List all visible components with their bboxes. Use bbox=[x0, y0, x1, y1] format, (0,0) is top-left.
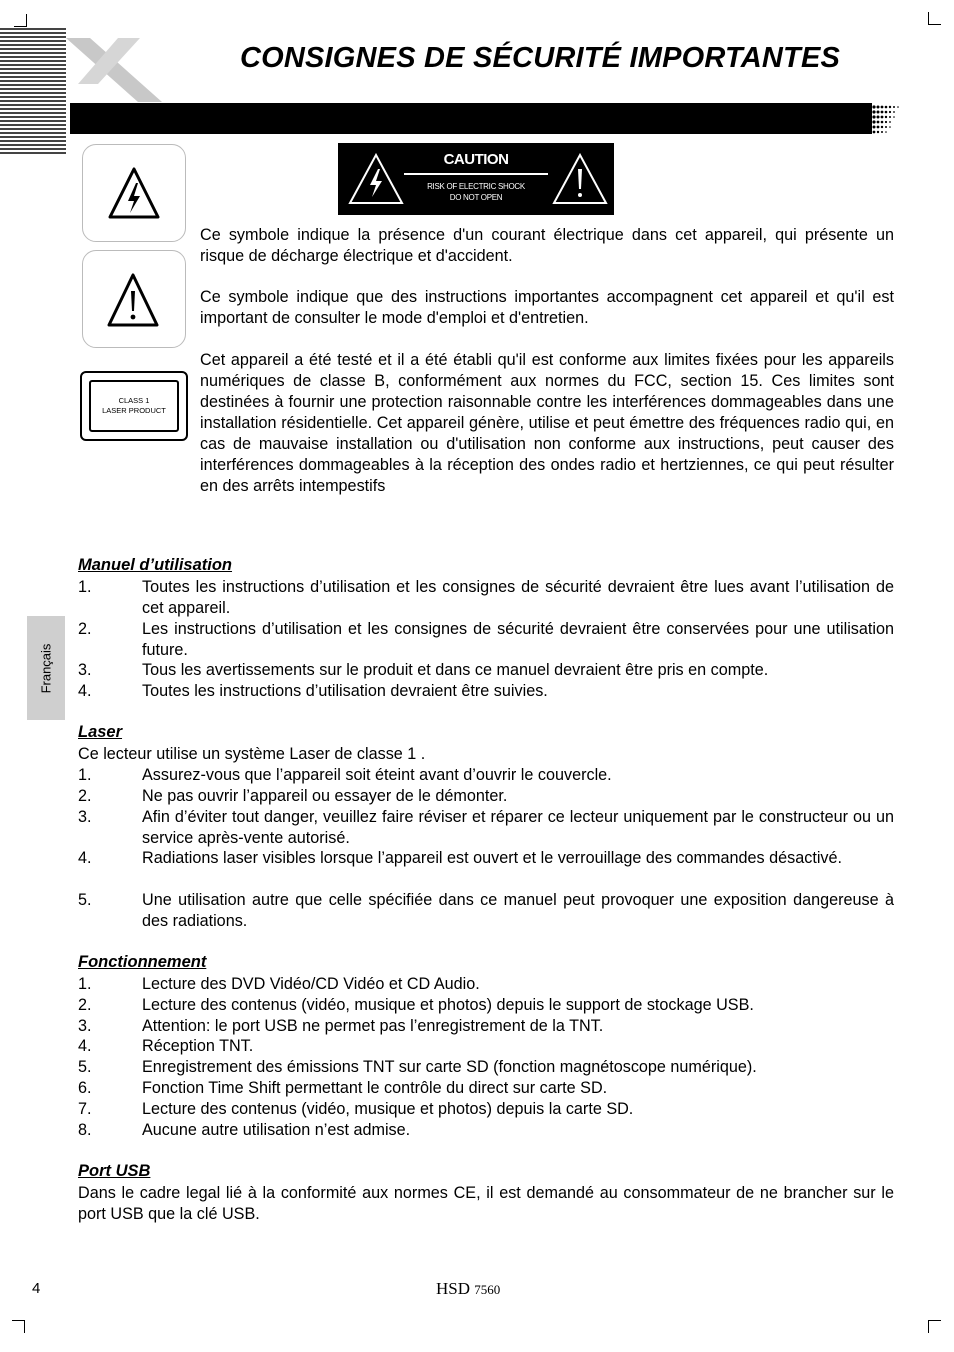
list-item: 2. Les instructions d’utilisation et les consignes de sécurité devraient être conservées pour une utilisation future. bbox=[78, 620, 894, 659]
warning-symbol bbox=[82, 250, 186, 348]
list-item: 3. Afin d’éviter tout danger, veuillez faire réviser et réparer ce lecteur uniquement par le constructeur ou un service après-vente autorisé. bbox=[78, 808, 894, 847]
list-item: 7. Lecture des contenus (vidéo, musique et photos) depuis la carte SD. bbox=[78, 1100, 634, 1118]
crop-mark-top-right bbox=[928, 12, 941, 25]
list-item: 2. Lecture des contenus (vidéo, musique et photos) depuis le support de stockage USB. bbox=[78, 996, 754, 1014]
laser-label-product: LASER PRODUCT bbox=[102, 406, 166, 415]
crop-mark-bottom-right bbox=[928, 1320, 941, 1333]
fcc-compliance-text: Cet appareil a été testé et il a été établi qu'il est conforme aux limites fixées pour les appareils numériques de classe B, conformément aux normes du FCC, section 15. Ces limites sont destinées à fournir une protection raisonnable contre les interférences dommageables dans une installation résidentielle. Cet appareil génère, utilise et peut émettre des fréquences radio qui, en cas de mauvaise installation ou d'utilisation non conforme aux instructions, peut causer des interférences dommageables à la réception des ondes radio et hertziennes, ce qui peut résulter en des arrêts intempestifs bbox=[200, 351, 894, 495]
laser-intro: Ce lecteur utilise un système Laser de classe 1 . bbox=[78, 745, 426, 763]
x-logo-icon bbox=[62, 34, 172, 106]
electric-symbol-text: Ce symbole indique la présence d'un courant électrique dans cet appareil, qui présente un risque de décharge électrique et d'accident. bbox=[200, 226, 894, 265]
list-item: 2. Ne pas ouvrir l’appareil ou essayer de le démonter. bbox=[78, 787, 508, 805]
list-item: 8. Aucune autre utilisation n’est admise. bbox=[78, 1121, 411, 1139]
usb-text: Dans le cadre legal lié à la conformité aux normes CE, il est demandé au consommateur de ne brancher sur le port USB que la clé USB. bbox=[78, 1184, 894, 1223]
crop-mark-bottom-left bbox=[12, 1320, 25, 1333]
section-heading-laser: Laser bbox=[78, 723, 123, 741]
model-prefix: HSD bbox=[436, 1279, 471, 1298]
list-item: 6. Fonction Time Shift permettant le contrôle du direct sur carte SD. bbox=[78, 1079, 608, 1097]
list-item: 3. Tous les avertissements sur le produit et dans ce manuel devraient être pris en compte. bbox=[78, 661, 769, 679]
header-bar bbox=[70, 103, 870, 134]
lightning-triangle-icon bbox=[83, 145, 185, 241]
list-item: 1. Lecture des DVD Vidéo/CD Vidéo et CD Audio. bbox=[78, 975, 480, 993]
halftone-dots-icon bbox=[862, 103, 904, 134]
section-heading-fonctionnement: Fonctionnement bbox=[78, 953, 207, 971]
list-item: 5. Une utilisation autre que celle spécifiée dans ce manuel peut provoquer une exposition dangereuse à des radiations. bbox=[78, 891, 894, 930]
list-item: 1. Toutes les instructions d’utilisation et les consignes de sécurité devraient être lues avant l’utilisation de cet appareil. bbox=[78, 578, 894, 617]
model-number: 7560 bbox=[474, 1282, 501, 1297]
list-item: 5. Enregistrement des émissions TNT sur carte SD (fonction magnétoscope numérique). bbox=[78, 1058, 757, 1076]
page-number: 4 bbox=[32, 1280, 41, 1297]
caution-divider bbox=[404, 173, 548, 175]
caution-label bbox=[338, 143, 614, 215]
electric-shock-symbol bbox=[82, 144, 186, 242]
crop-mark-top-left bbox=[14, 14, 27, 27]
list-item: 3. Attention: le port USB ne permet pas l’enregistrement de la TNT. bbox=[78, 1017, 604, 1035]
laser-label-class: CLASS 1 bbox=[118, 396, 150, 405]
page-title: CONSIGNES DE SÉCURITÉ IMPORTANTES bbox=[239, 42, 841, 74]
list-item: 4. Radiations laser visibles lorsque l’appareil est ouvert et le verrouillage des commandes désactivé. bbox=[78, 849, 843, 867]
caution-subtitle: RISK OF ELECTRIC SHOCK DO NOT OPEN bbox=[427, 182, 525, 202]
decorative-stripes bbox=[0, 28, 66, 156]
list-item: 4. Toutes les instructions d’utilisation devraient être suivies. bbox=[78, 682, 548, 700]
section-heading-manuel: Manuel d’utilisation bbox=[78, 556, 233, 574]
laser-product-label bbox=[80, 371, 188, 441]
section-heading-usb: Port USB bbox=[78, 1162, 151, 1180]
caution-title: CAUTION bbox=[443, 151, 509, 168]
list-item: 1. Assurez-vous que l’appareil soit éteint avant d’ouvrir le couvercle. bbox=[78, 766, 612, 784]
model-name bbox=[436, 1279, 500, 1299]
exclamation-triangle-icon bbox=[83, 251, 185, 347]
caution-exclamation-icon bbox=[550, 151, 610, 207]
list-item: 4. Réception TNT. bbox=[78, 1037, 254, 1055]
instructions-symbol-text: Ce symbole indique que des instructions importantes accompagnent cet appareil et qu'il est important de consulter le mode d'emploi et d'entretien. bbox=[200, 288, 894, 327]
language-tab-label: Français bbox=[38, 643, 54, 693]
